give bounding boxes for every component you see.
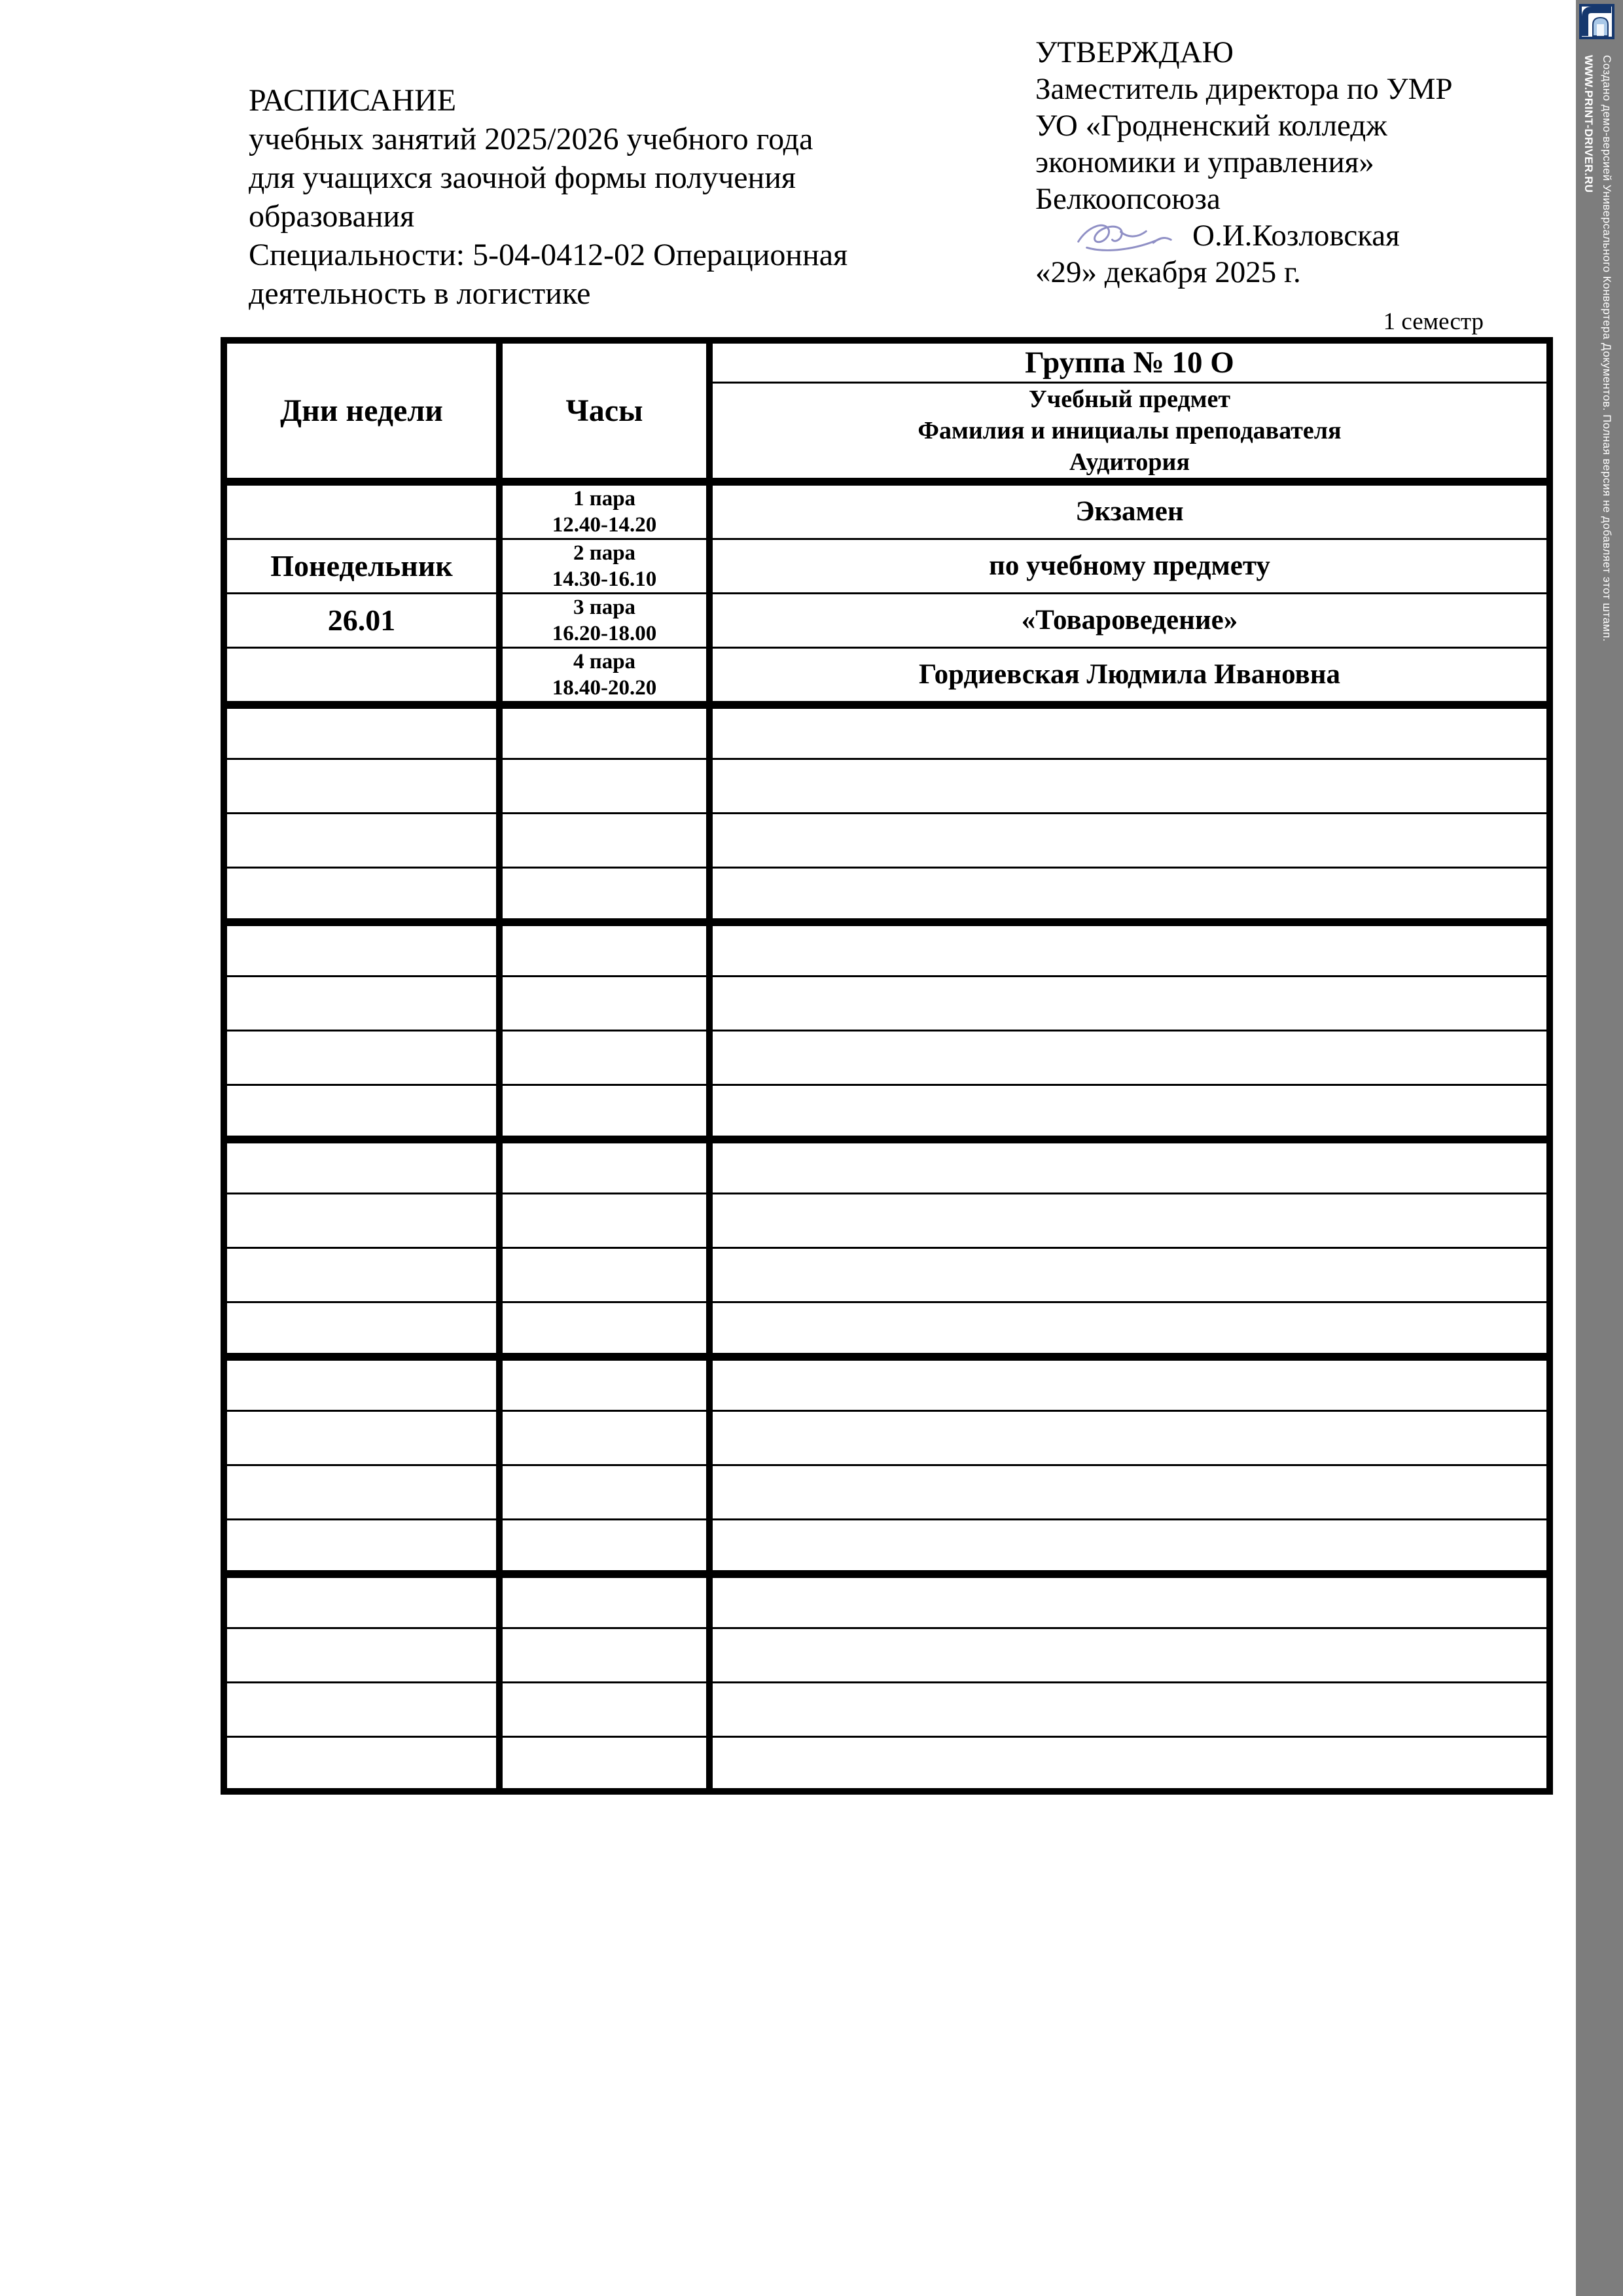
- approval-line: Белкоопсоюза: [1035, 182, 1221, 216]
- day-cell: [224, 759, 499, 814]
- group-subtitle-line: Учебный предмет: [1028, 385, 1231, 413]
- date-cell: 26.01: [224, 593, 499, 647]
- table-row: [224, 482, 1550, 539]
- watermark-url: WWW.PRINT-DRIVER.RU: [1582, 55, 1595, 193]
- hours-cell: [499, 1628, 709, 1683]
- group-subtitle: [709, 382, 1550, 482]
- table-row: [224, 1248, 1550, 1302]
- header-line: учебных занятий 2025/2026 учебного года: [249, 122, 813, 156]
- day-cell: [224, 1139, 499, 1194]
- day-cell: [224, 1628, 499, 1683]
- lesson-cell: по учебному предмету: [709, 539, 1550, 593]
- hours-cell: [499, 1683, 709, 1737]
- hours-cell: [499, 759, 709, 814]
- table-row: [224, 1574, 1550, 1628]
- table-row: [224, 759, 1550, 814]
- table-row: [224, 977, 1550, 1031]
- hours-cell: [499, 539, 709, 593]
- lesson-cell: [709, 1520, 1550, 1574]
- hours-cell: [499, 868, 709, 922]
- day-cell: [224, 1194, 499, 1248]
- table-row: [224, 1194, 1550, 1248]
- day-cell: [224, 1737, 499, 1791]
- hours-cell: [499, 1357, 709, 1411]
- table-row: [224, 1357, 1550, 1411]
- day-cell: [224, 1520, 499, 1574]
- hours-cell: [499, 1139, 709, 1194]
- day-cell: [224, 977, 499, 1031]
- table-row: [224, 647, 1550, 705]
- table-row: [224, 1520, 1550, 1574]
- hours-cell: [499, 1520, 709, 1574]
- group-subtitle-line: Аудитория: [1069, 448, 1190, 476]
- lesson-cell: [709, 1628, 1550, 1683]
- pair-label: 4 пара: [573, 649, 636, 673]
- lesson-cell: [709, 1139, 1550, 1194]
- day-cell: [224, 482, 499, 539]
- hours-cell: [499, 1031, 709, 1085]
- hours-cell: [499, 1085, 709, 1139]
- approval-line: УО «Гродненский колледж: [1035, 109, 1387, 143]
- schedule-header-block: [249, 81, 848, 313]
- date-cell: [224, 1465, 499, 1520]
- lesson-cell: [709, 868, 1550, 922]
- hours-cell: [499, 647, 709, 705]
- hours-cell: [499, 977, 709, 1031]
- hours-cell: [499, 1194, 709, 1248]
- table-row: [224, 1031, 1550, 1085]
- watermark-bar: [1576, 0, 1623, 2296]
- signature-row: [1035, 217, 1572, 254]
- watermark-demo-notice: Создано демо-версией Универсального Конвертера Документов. Полная версия не добавляет этот штамп.: [1601, 55, 1613, 642]
- hours-cell: [499, 1465, 709, 1520]
- document-converter-logo-icon: [1579, 4, 1614, 39]
- lesson-cell: [709, 1683, 1550, 1737]
- lesson-cell: [709, 1737, 1550, 1791]
- table-row: [224, 1085, 1550, 1139]
- hours-cell: [499, 1302, 709, 1357]
- hours-cell: [499, 922, 709, 977]
- hours-cell: [499, 1574, 709, 1628]
- date-cell: [224, 1683, 499, 1737]
- date-cell: [224, 1248, 499, 1302]
- signatory-name: О.И.Козловская: [1192, 219, 1400, 253]
- time-label: 18.40-20.20: [552, 675, 657, 700]
- day-cell: [224, 1302, 499, 1357]
- approval-line: экономики и управления»: [1035, 145, 1374, 179]
- hours-cell: [499, 1737, 709, 1791]
- handwritten-signature-icon: [1065, 210, 1183, 259]
- table-row: [224, 1465, 1550, 1520]
- day-cell: [224, 705, 499, 759]
- hours-cell: [499, 814, 709, 868]
- table-row: [224, 593, 1550, 647]
- group-title: Группа № 10 О: [709, 340, 1550, 382]
- table-row: [224, 1628, 1550, 1683]
- lesson-cell: [709, 977, 1550, 1031]
- pair-label: 3 пара: [573, 595, 636, 619]
- header-line: для учащихся заочной формы получения: [249, 160, 796, 195]
- approval-line: Заместитель директора по УМР: [1035, 72, 1453, 106]
- day-cell: Понедельник: [224, 539, 499, 593]
- table-row: [224, 539, 1550, 593]
- column-header-hours: Часы: [499, 340, 709, 482]
- hours-cell: [499, 482, 709, 539]
- lesson-cell: [709, 922, 1550, 977]
- lesson-cell: [709, 1248, 1550, 1302]
- lesson-cell: «Товароведение»: [709, 593, 1550, 647]
- hours-cell: [499, 593, 709, 647]
- table-row: [224, 705, 1550, 759]
- header-line: образования: [249, 199, 415, 234]
- approval-line: УТВЕРЖДАЮ: [1035, 35, 1234, 69]
- day-cell: [224, 1574, 499, 1628]
- table-row: [224, 1302, 1550, 1357]
- table-row: [224, 1139, 1550, 1194]
- lesson-cell: [709, 759, 1550, 814]
- table-row: [224, 1737, 1550, 1791]
- table-row: [224, 814, 1550, 868]
- hours-cell: [499, 705, 709, 759]
- date-cell: [224, 1031, 499, 1085]
- lesson-cell: Экзамен: [709, 482, 1550, 539]
- day-cell: [224, 1411, 499, 1465]
- lesson-cell: [709, 1465, 1550, 1520]
- table-row: [224, 1683, 1550, 1737]
- table-row: [224, 1411, 1550, 1465]
- table-row: [224, 868, 1550, 922]
- time-label: 16.20-18.00: [552, 621, 657, 645]
- lesson-cell: [709, 1357, 1550, 1411]
- page-title: РАСПИСАНИЕ: [249, 83, 457, 118]
- semester-label: 1 семестр: [1383, 308, 1484, 335]
- pair-label: 1 пара: [573, 486, 636, 511]
- hours-cell: [499, 1411, 709, 1465]
- approval-block: [1035, 34, 1572, 291]
- day-cell: [224, 868, 499, 922]
- time-label: 14.30-16.10: [552, 567, 657, 591]
- pair-label: 2 пара: [573, 541, 636, 565]
- approval-date: «29» декабря 2025 г.: [1035, 255, 1301, 289]
- lesson-cell: [709, 1411, 1550, 1465]
- date-cell: [224, 814, 499, 868]
- day-cell: [224, 1085, 499, 1139]
- lesson-cell: Гордиевская Людмила Ивановна: [709, 647, 1550, 705]
- table-row: [224, 922, 1550, 977]
- day-cell: [224, 1357, 499, 1411]
- header-line: Специальности: 5-04-0412-02 Операционная: [249, 238, 848, 272]
- lesson-cell: [709, 1085, 1550, 1139]
- day-cell: [224, 922, 499, 977]
- lesson-cell: [709, 705, 1550, 759]
- day-cell: [224, 647, 499, 705]
- lesson-cell: [709, 1194, 1550, 1248]
- schedule-table: [221, 337, 1553, 1795]
- lesson-cell: [709, 1302, 1550, 1357]
- lesson-cell: [709, 814, 1550, 868]
- time-label: 12.40-14.20: [552, 512, 657, 537]
- hours-cell: [499, 1248, 709, 1302]
- column-header-days: Дни недели: [224, 340, 499, 482]
- header-line: деятельность в логистике: [249, 276, 591, 311]
- lesson-cell: [709, 1574, 1550, 1628]
- lesson-cell: [709, 1031, 1550, 1085]
- group-subtitle-line: Фамилия и инициалы преподавателя: [918, 416, 1342, 444]
